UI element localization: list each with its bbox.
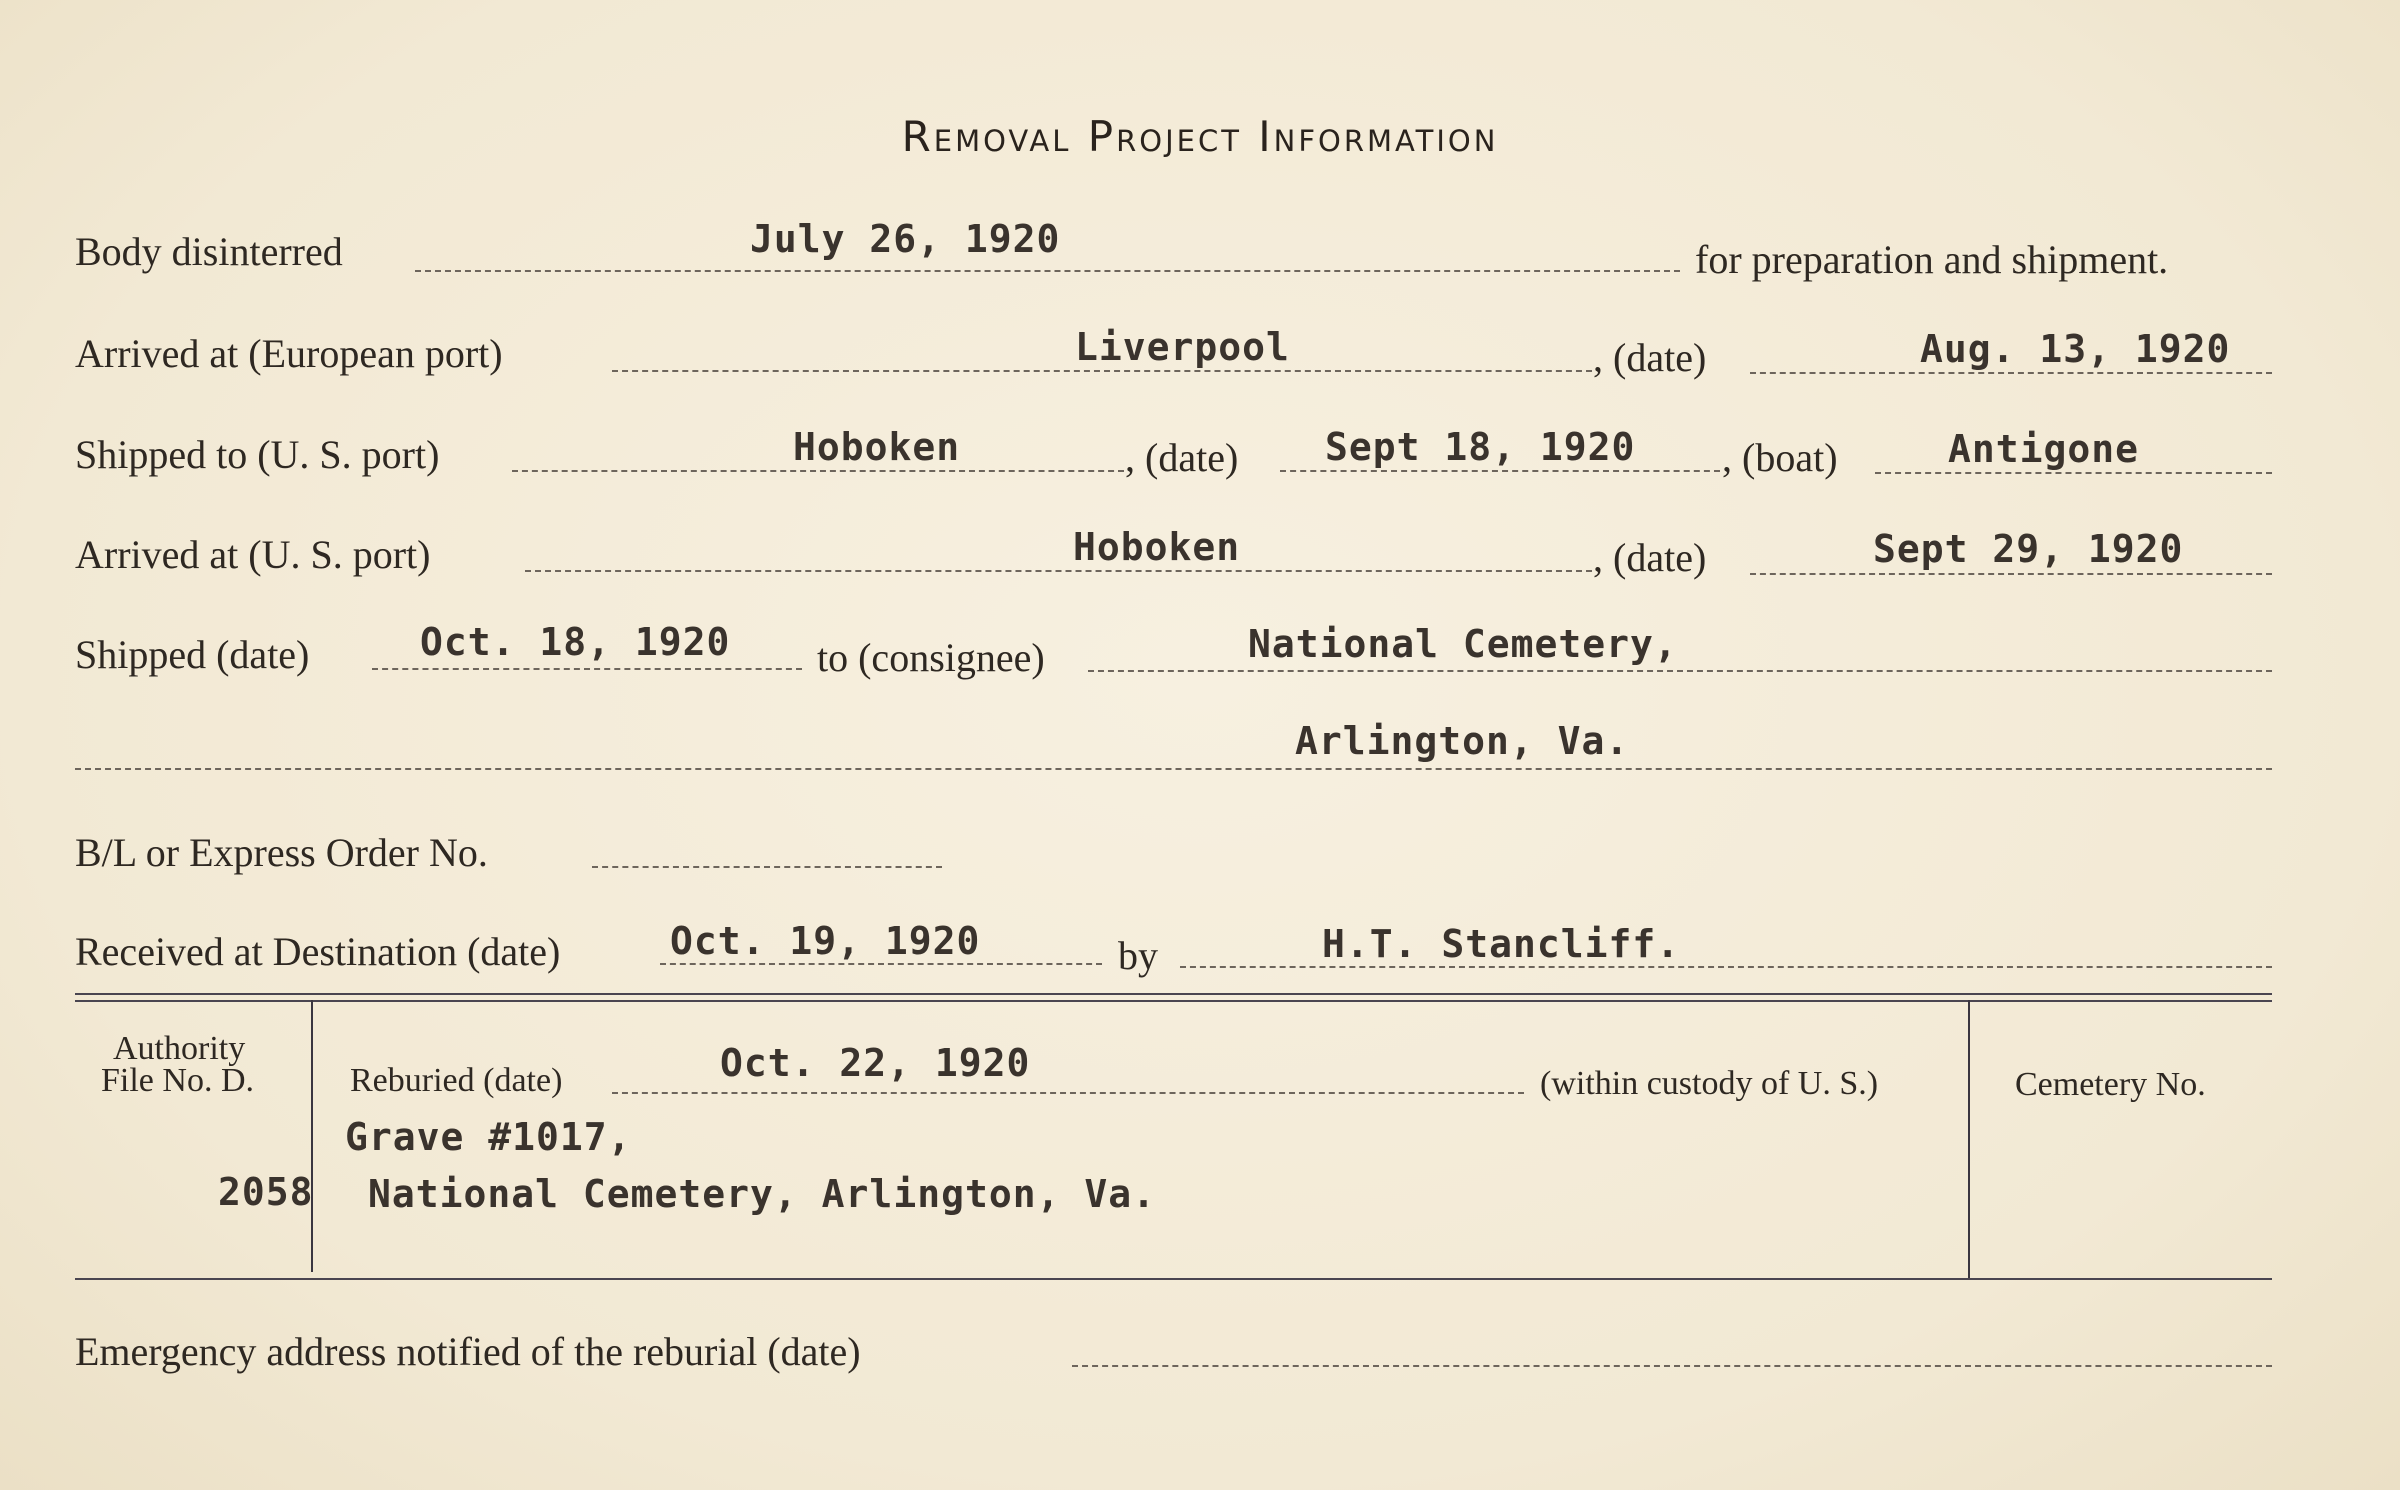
- received-by-line: [1180, 966, 2272, 968]
- body-disinterred-label: Body disinterred: [75, 229, 343, 274]
- arrived-us-port-value: Hoboken: [1073, 525, 1241, 569]
- european-date-label: , (date): [1593, 335, 1707, 380]
- preparation-shipment-text: for preparation and shipment.: [1695, 237, 2169, 282]
- european-date-value: Aug. 13, 1920: [1920, 327, 2231, 371]
- boat-line: [1875, 472, 2272, 474]
- received-by-label: by: [1118, 933, 1158, 978]
- file-no-value: 2058: [218, 1170, 314, 1214]
- authority-label: Authority: [113, 1030, 246, 1067]
- received-by-value: H.T. Stancliff.: [1322, 922, 1681, 966]
- form-title: Removal Project Information: [901, 112, 1499, 161]
- arrived-us-date-value: Sept 29, 1920: [1873, 527, 2184, 571]
- emergency-line: [1072, 1365, 2272, 1367]
- section-rule-top-2: [75, 1000, 2272, 1002]
- arrived-us-port-line: [525, 570, 1592, 572]
- consignee-label: to (consignee): [817, 635, 1045, 680]
- reburied-line: [612, 1092, 1524, 1094]
- shipped-line: [372, 668, 802, 670]
- shipped-date-line: [1280, 470, 1720, 472]
- bl-order-label: B/L or Express Order No.: [75, 830, 488, 875]
- european-date-line: [1750, 372, 2272, 374]
- reburied-date-value: Oct. 22, 1920: [720, 1041, 1031, 1085]
- body-disinterred-line: [415, 270, 1680, 272]
- received-date-value: Oct. 19, 1920: [670, 919, 981, 963]
- grave-line1: Grave #1017,: [345, 1115, 632, 1159]
- arrived-us-date-line: [1750, 573, 2272, 575]
- consignee-line2: Arlington, Va.: [1295, 719, 1630, 763]
- arrived-us-label: Arrived at (U. S. port): [75, 532, 431, 577]
- cemetery-no-label: Cemetery No.: [2015, 1066, 2206, 1103]
- reburied-label: Reburied (date): [350, 1062, 563, 1099]
- arrived-us-date-label: , (date): [1593, 535, 1707, 580]
- body-disinterred-value: July 26, 1920: [750, 217, 1061, 261]
- shipped-date-label: , (date): [1125, 435, 1239, 480]
- consignee-line1: National Cemetery,: [1248, 622, 1678, 666]
- custody-label: (within custody of U. S.): [1540, 1065, 1879, 1102]
- file-no-label: File No. D.: [101, 1062, 254, 1099]
- shipped-date-value: Sept 18, 1920: [1325, 425, 1636, 469]
- consignee-line: [1088, 670, 2272, 672]
- consignee-line-2: [75, 768, 2272, 770]
- shipped-date-final: Oct. 18, 1920: [420, 620, 731, 664]
- shipped-us-label: Shipped to (U. S. port): [75, 432, 440, 477]
- section-rule-bottom: [75, 1278, 2272, 1280]
- authority-divider: [311, 1000, 313, 1272]
- section-rule-top-1: [75, 993, 2272, 995]
- us-port-value: Hoboken: [793, 425, 961, 469]
- boat-value: Antigone: [1948, 427, 2140, 471]
- bl-order-line: [592, 866, 942, 868]
- grave-line2: National Cemetery, Arlington, Va.: [368, 1172, 1156, 1216]
- cemetery-divider: [1968, 1000, 1970, 1280]
- european-port-line: [612, 370, 1592, 372]
- emergency-label: Emergency address notified of the reburial (date): [75, 1329, 861, 1374]
- received-label: Received at Destination (date): [75, 929, 561, 974]
- european-port-value: Liverpool: [1075, 325, 1290, 369]
- arrived-european-label: Arrived at (European port): [75, 331, 503, 376]
- received-date-line: [660, 963, 1102, 965]
- boat-label: , (boat): [1722, 435, 1838, 480]
- us-port-line: [512, 470, 1124, 472]
- shipped-label: Shipped (date): [75, 632, 310, 677]
